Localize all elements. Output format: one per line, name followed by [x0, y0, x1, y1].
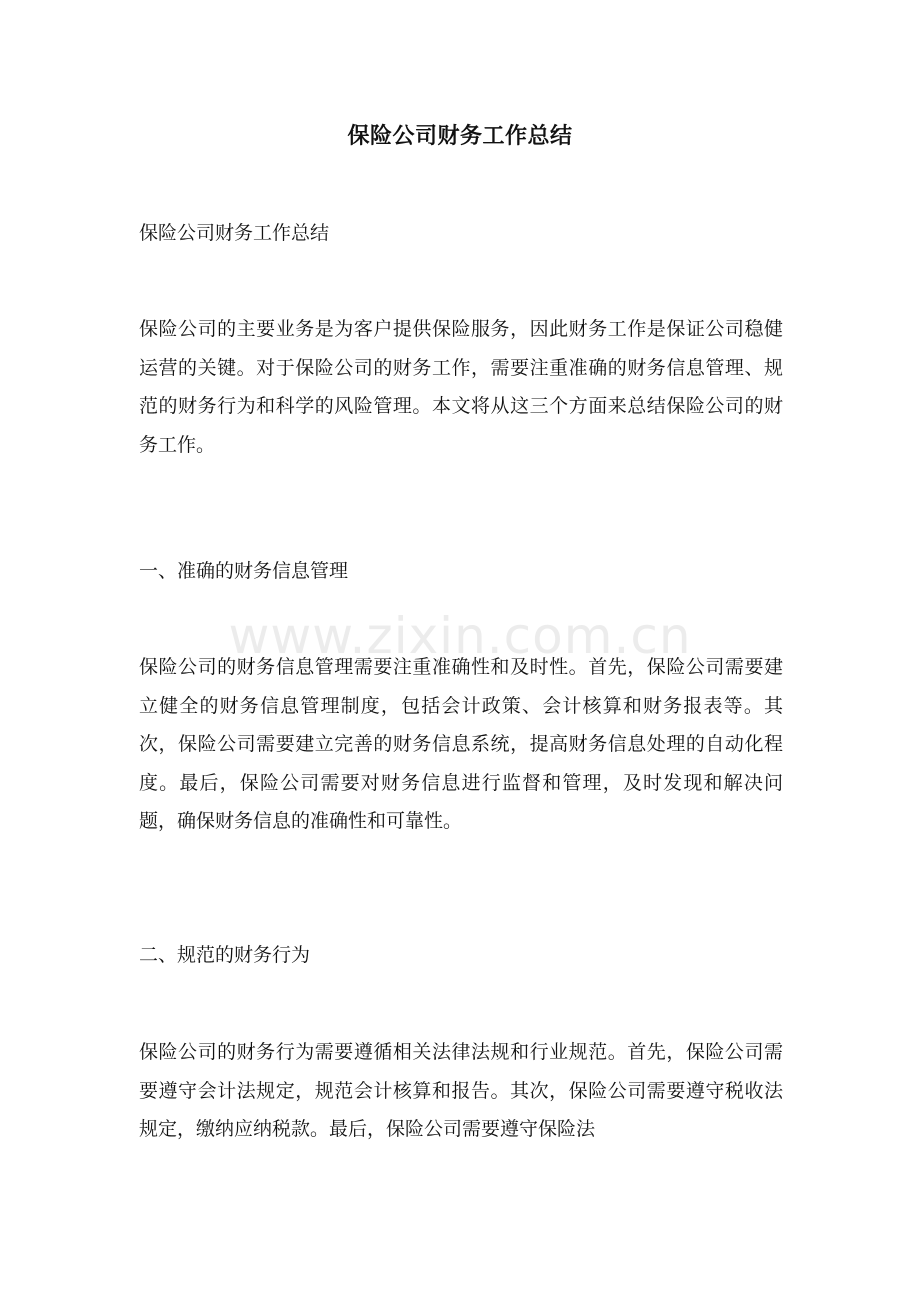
document-title: 保险公司财务工作总结: [347, 123, 573, 149]
section-1-heading: 一、准确的财务信息管理: [139, 560, 349, 582]
section-2-heading: 二、规范的财务行为: [139, 944, 311, 966]
intro-paragraph: 保险公司的主要业务是为客户提供保险服务，因此财务工作是保证公司稳健运营的关键。对于保险公司的财务工作，需要注重准确的财务信息管理、规范的财务行为和科学的风险管理。本文将从这三个方面来总结保险公司的财务工作。: [139, 318, 783, 456]
watermark-text: www.zixin.com.cn: [228, 607, 692, 665]
document-subtitle: 保险公司财务工作总结: [139, 222, 330, 244]
section-2-paragraph: 保险公司的财务行为需要遵循相关法律法规和行业规范。首先，保险公司需要遵守会计法规定，规范会计核算和报告。其次，保险公司需要遵守税收法规定，缴纳应纳税款。最后，保险公司需要遵守保险法: [139, 1041, 783, 1140]
section-1-paragraph: 保险公司的财务信息管理需要注重准确性和及时性。首先，保险公司需要建立健全的财务信息管理制度，包括会计政策、会计核算和财务报表等。其次，保险公司需要建立完善的财务信息系统，提高财务信息处理的自动化程度。最后，保险公司需要对财务信息进行监督和管理，及时发现和解决问题，确保财务信息的准确性和可靠性。: [139, 656, 783, 832]
